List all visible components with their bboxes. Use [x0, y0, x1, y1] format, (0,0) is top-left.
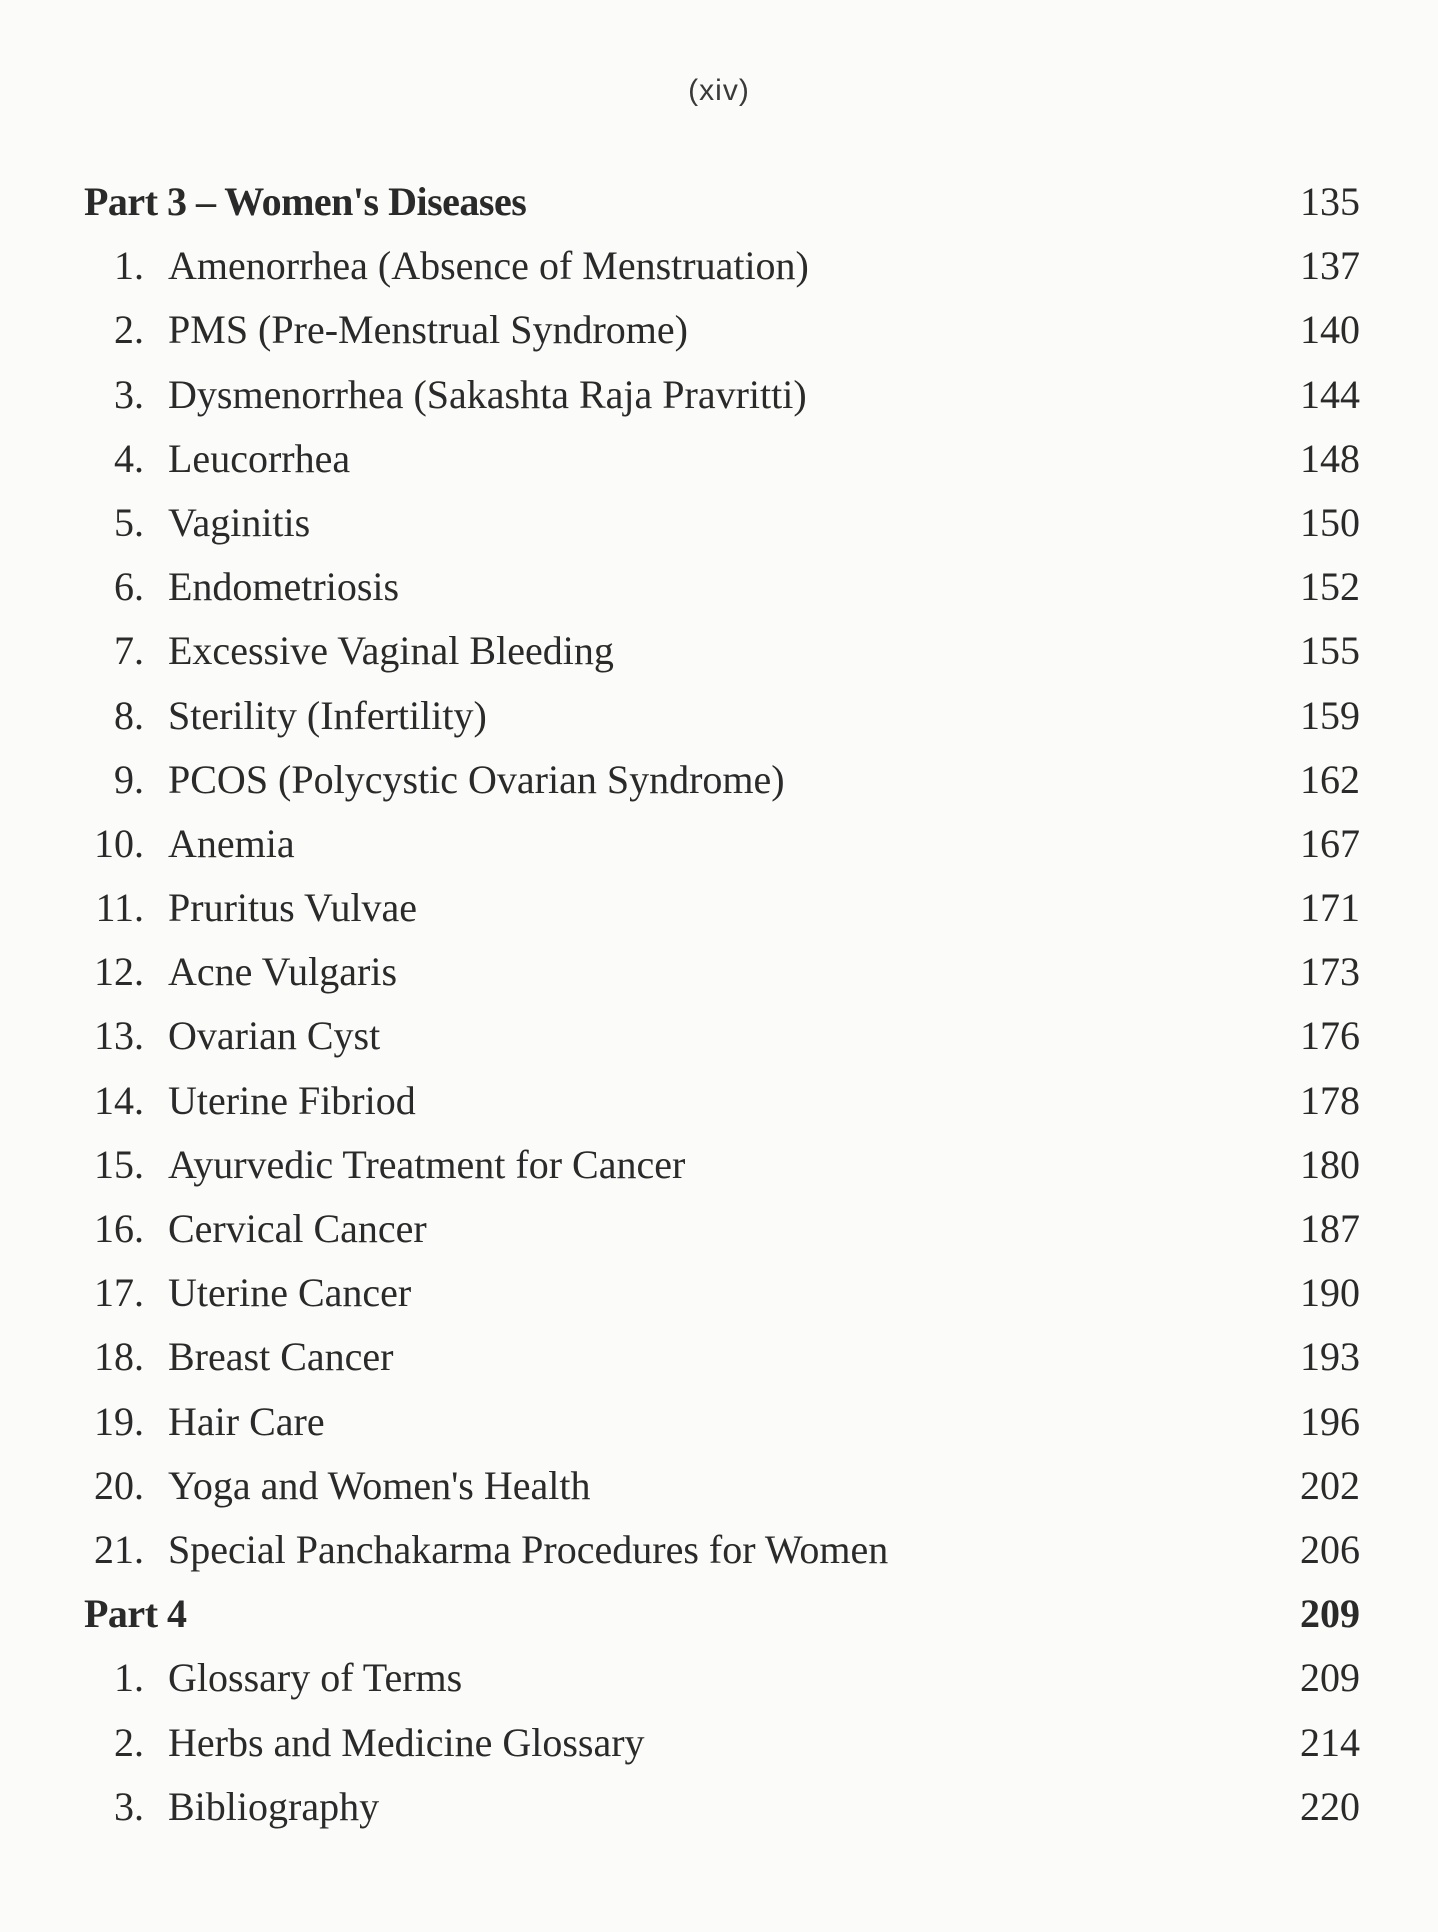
toc-entry-title: Uterine Cancer [168, 1270, 412, 1316]
toc-page-number: 209 [1300, 1655, 1360, 1701]
toc-entry-title: Endometriosis [168, 564, 400, 610]
toc-entry [84, 1646, 1360, 1710]
toc-entry-title: Amenorrhea (Absence of Menstruation) [168, 243, 809, 289]
toc-entry-title: PMS (Pre-Menstrual Syndrome) [168, 307, 688, 353]
toc-entry [84, 1454, 1360, 1518]
toc-entry-title: Glossary of Terms [168, 1655, 463, 1701]
toc-entry [84, 1775, 1360, 1839]
toc-entry [84, 876, 1360, 940]
toc-page-number: 206 [1300, 1526, 1360, 1572]
toc-page-number: 155 [1300, 628, 1360, 674]
toc-part-title: Part 3 – Women's Diseases [84, 179, 527, 224]
toc-part-heading [84, 170, 1360, 234]
toc-entry [84, 234, 1360, 298]
toc-page-number: 144 [1300, 371, 1360, 417]
toc-page-number: 196 [1300, 1398, 1360, 1444]
toc-entry [84, 491, 1360, 555]
toc-entry-title: Hair Care [168, 1398, 325, 1444]
toc-page-number: 220 [1300, 1783, 1360, 1829]
toc-entry-number: 17. [94, 1270, 144, 1316]
toc-entry-title: Bibliography [168, 1783, 380, 1829]
toc-entry-title: Cervical Cancer [168, 1206, 427, 1251]
toc-part-heading [84, 1582, 1360, 1646]
toc-page-number: 135 [1300, 179, 1360, 224]
toc-entry-number: 5. [114, 499, 144, 545]
table-of-contents [84, 170, 1360, 1839]
toc-entry [84, 684, 1360, 748]
toc-entry-title: Ayurvedic Treatment for Cancer [168, 1141, 686, 1187]
toc-entry-title: Acne Vulgaris [168, 949, 398, 995]
toc-page-number: 176 [1300, 1013, 1360, 1059]
toc-page-number: 187 [1300, 1206, 1360, 1251]
toc-entry-title: Breast Cancer [168, 1334, 394, 1380]
toc-page-number: 137 [1300, 243, 1360, 289]
toc-entry [84, 427, 1360, 491]
toc-entry-number: 7. [114, 628, 144, 674]
toc-page-number: 162 [1300, 756, 1360, 802]
toc-page-number: 180 [1300, 1141, 1360, 1187]
toc-entry [84, 1325, 1360, 1389]
toc-entry-title: Ovarian Cyst [168, 1013, 381, 1059]
toc-entry [84, 1711, 1360, 1775]
toc-entry-number: 18. [94, 1334, 144, 1380]
toc-entry-number: 19. [94, 1398, 144, 1444]
toc-entry-number: 8. [114, 692, 144, 738]
toc-entry-number: 20. [94, 1462, 144, 1508]
toc-page-number: 193 [1300, 1334, 1360, 1380]
toc-entry-title: Anemia [168, 820, 295, 866]
toc-entry-title: Vaginitis [168, 499, 311, 545]
toc-entry-title: PCOS (Polycystic Ovarian Syndrome) [168, 756, 785, 802]
toc-page-number: 148 [1300, 435, 1360, 481]
toc-entry-title: Pruritus Vulvae [168, 885, 418, 931]
toc-page-number: 159 [1300, 692, 1360, 738]
toc-entry-number: 12. [94, 949, 144, 995]
toc-page-number: 209 [1300, 1591, 1360, 1637]
toc-entry-number: 2. [114, 1719, 144, 1765]
toc-entry-number: 10. [94, 820, 144, 866]
toc-page-number: 214 [1300, 1719, 1360, 1765]
toc-entry [84, 812, 1360, 876]
toc-entry-number: 13. [94, 1013, 144, 1059]
toc-part-title: Part 4 [84, 1591, 187, 1637]
toc-entry-number: 3. [114, 1783, 144, 1829]
toc-page-number: 150 [1300, 499, 1360, 545]
toc-entry-number: 21. [94, 1526, 144, 1572]
toc-entry-title: Uterine Fibriod [168, 1077, 416, 1123]
toc-entry-number: 16. [94, 1206, 144, 1251]
toc-entry-number: 9. [114, 756, 144, 802]
toc-entry-number: 2. [114, 307, 144, 353]
toc-entry [84, 298, 1360, 362]
toc-entry [84, 619, 1360, 683]
toc-entry-title: Excessive Vaginal Bleeding [168, 628, 614, 674]
toc-entry-title: Herbs and Medicine Glossary [168, 1719, 645, 1765]
toc-entry-number: 6. [114, 564, 144, 610]
toc-entry-number: 11. [95, 885, 144, 931]
page-number: (xiv) [688, 74, 750, 107]
toc-page-number: 190 [1300, 1270, 1360, 1316]
toc-entry [84, 363, 1360, 427]
toc-entry [84, 1518, 1360, 1582]
toc-page-number: 167 [1300, 820, 1360, 866]
toc-entry-number: 14. [94, 1077, 144, 1123]
toc-page-number: 140 [1300, 307, 1360, 353]
toc-entry-number: 3. [114, 371, 144, 417]
toc-entry-title: Sterility (Infertility) [168, 692, 487, 738]
toc-entry [84, 1390, 1360, 1454]
toc-entry-title: Dysmenorrhea (Sakashta Raja Pravritti) [168, 371, 807, 417]
toc-page-number: 173 [1300, 949, 1360, 995]
toc-entry-title: Special Panchakarma Procedures for Women [168, 1526, 889, 1572]
toc-entry [84, 555, 1360, 619]
toc-entry [84, 1197, 1360, 1261]
toc-entry-number: 1. [114, 1655, 144, 1701]
toc-entry [84, 1069, 1360, 1133]
toc-page-number: 202 [1300, 1462, 1360, 1508]
toc-page-number: 178 [1300, 1077, 1360, 1123]
toc-entry [84, 1261, 1360, 1325]
toc-entry [84, 1133, 1360, 1197]
toc-entry [84, 1004, 1360, 1068]
toc-page-number: 152 [1300, 564, 1360, 610]
toc-entry-number: 15. [94, 1141, 144, 1187]
toc-entry [84, 940, 1360, 1004]
toc-entry [84, 748, 1360, 812]
toc-entry-number: 1. [114, 243, 144, 289]
toc-entry-number: 4. [114, 435, 144, 481]
toc-page-number: 171 [1300, 885, 1360, 931]
toc-entry-title: Leucorrhea [168, 435, 351, 481]
toc-entry-title: Yoga and Women's Health [168, 1462, 591, 1508]
